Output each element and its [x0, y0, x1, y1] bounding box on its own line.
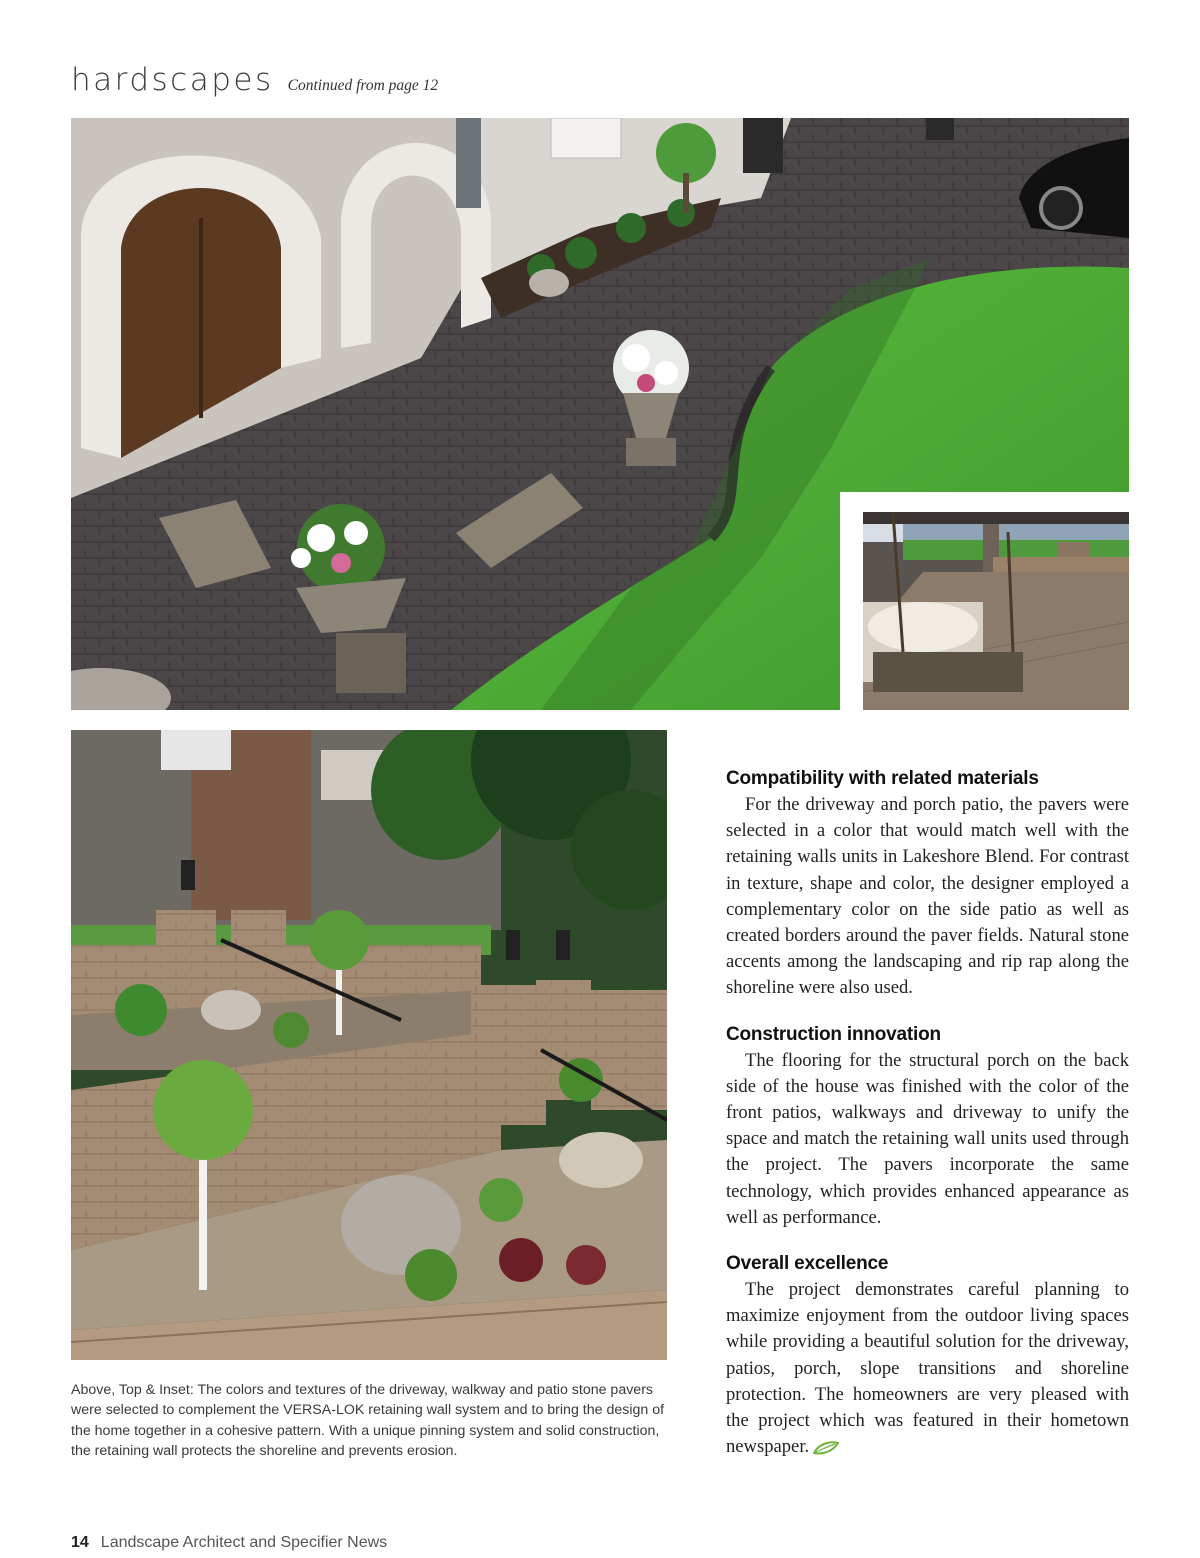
publication-name: Landscape Architect and Specifier News — [100, 1534, 388, 1551]
section-body-excellence — [726, 1277, 1129, 1460]
page-number: 14 — [71, 1534, 89, 1551]
continued-note: Continued from page 12 — [287, 77, 439, 94]
section-heading-construction: Construction innovation — [726, 1023, 941, 1045]
section-heading-excellence: Overall excellence — [726, 1253, 889, 1275]
page-header — [71, 62, 771, 102]
photo-retaining-wall — [71, 730, 667, 1360]
section-heading-compatibility: Compatibility with related materials — [726, 768, 1039, 789]
section-body-compatibility: For the driveway and porch patio, the pavers were selected in a color that would match well with the retaining walls units in Lakeshore Blend. For contrast in texture, shape and color, the designer employed a complementary color on the side patio as well as created borders around the paver fields. Natural stone accents among the landscaping and rip rap along the shoreline were also used. — [726, 794, 1129, 999]
section-title: hardscapes — [71, 62, 274, 98]
section-body-excellence-text: The project demonstrates careful planning to maximize enjoyment from the outdoor living spaces while providing a beautiful solution for the driveway, patios, porch, slope transitions and shoreline protection. The homeowners are very pleased with the project which was featured in their hometown newspaper. — [726, 1279, 1129, 1458]
section-body-construction: The flooring for the structural porch on the back side of the house was finished with the color of the front patios, walkways and driveway to unify the space and match the retaining wall units used through the project. The pavers incorporate the same technology, which provides enhanced appearance as well as performance. — [726, 1049, 1129, 1228]
photo-caption: Above, Top & Inset: The colors and textures of the driveway, walkway and patio stone pavers were selected to complement the VERSA-LOK retaining wall system and to bring the design of the home together in a cohesive pattern. With a unique pinning system and solid construction, the retaining wall protects the shoreline and prevents erosion. — [71, 1382, 665, 1459]
leaf-icon — [813, 1441, 839, 1455]
photo-back-porch — [863, 512, 1129, 710]
page-footer — [71, 1534, 671, 1552]
article-text-column — [726, 766, 1129, 1480]
